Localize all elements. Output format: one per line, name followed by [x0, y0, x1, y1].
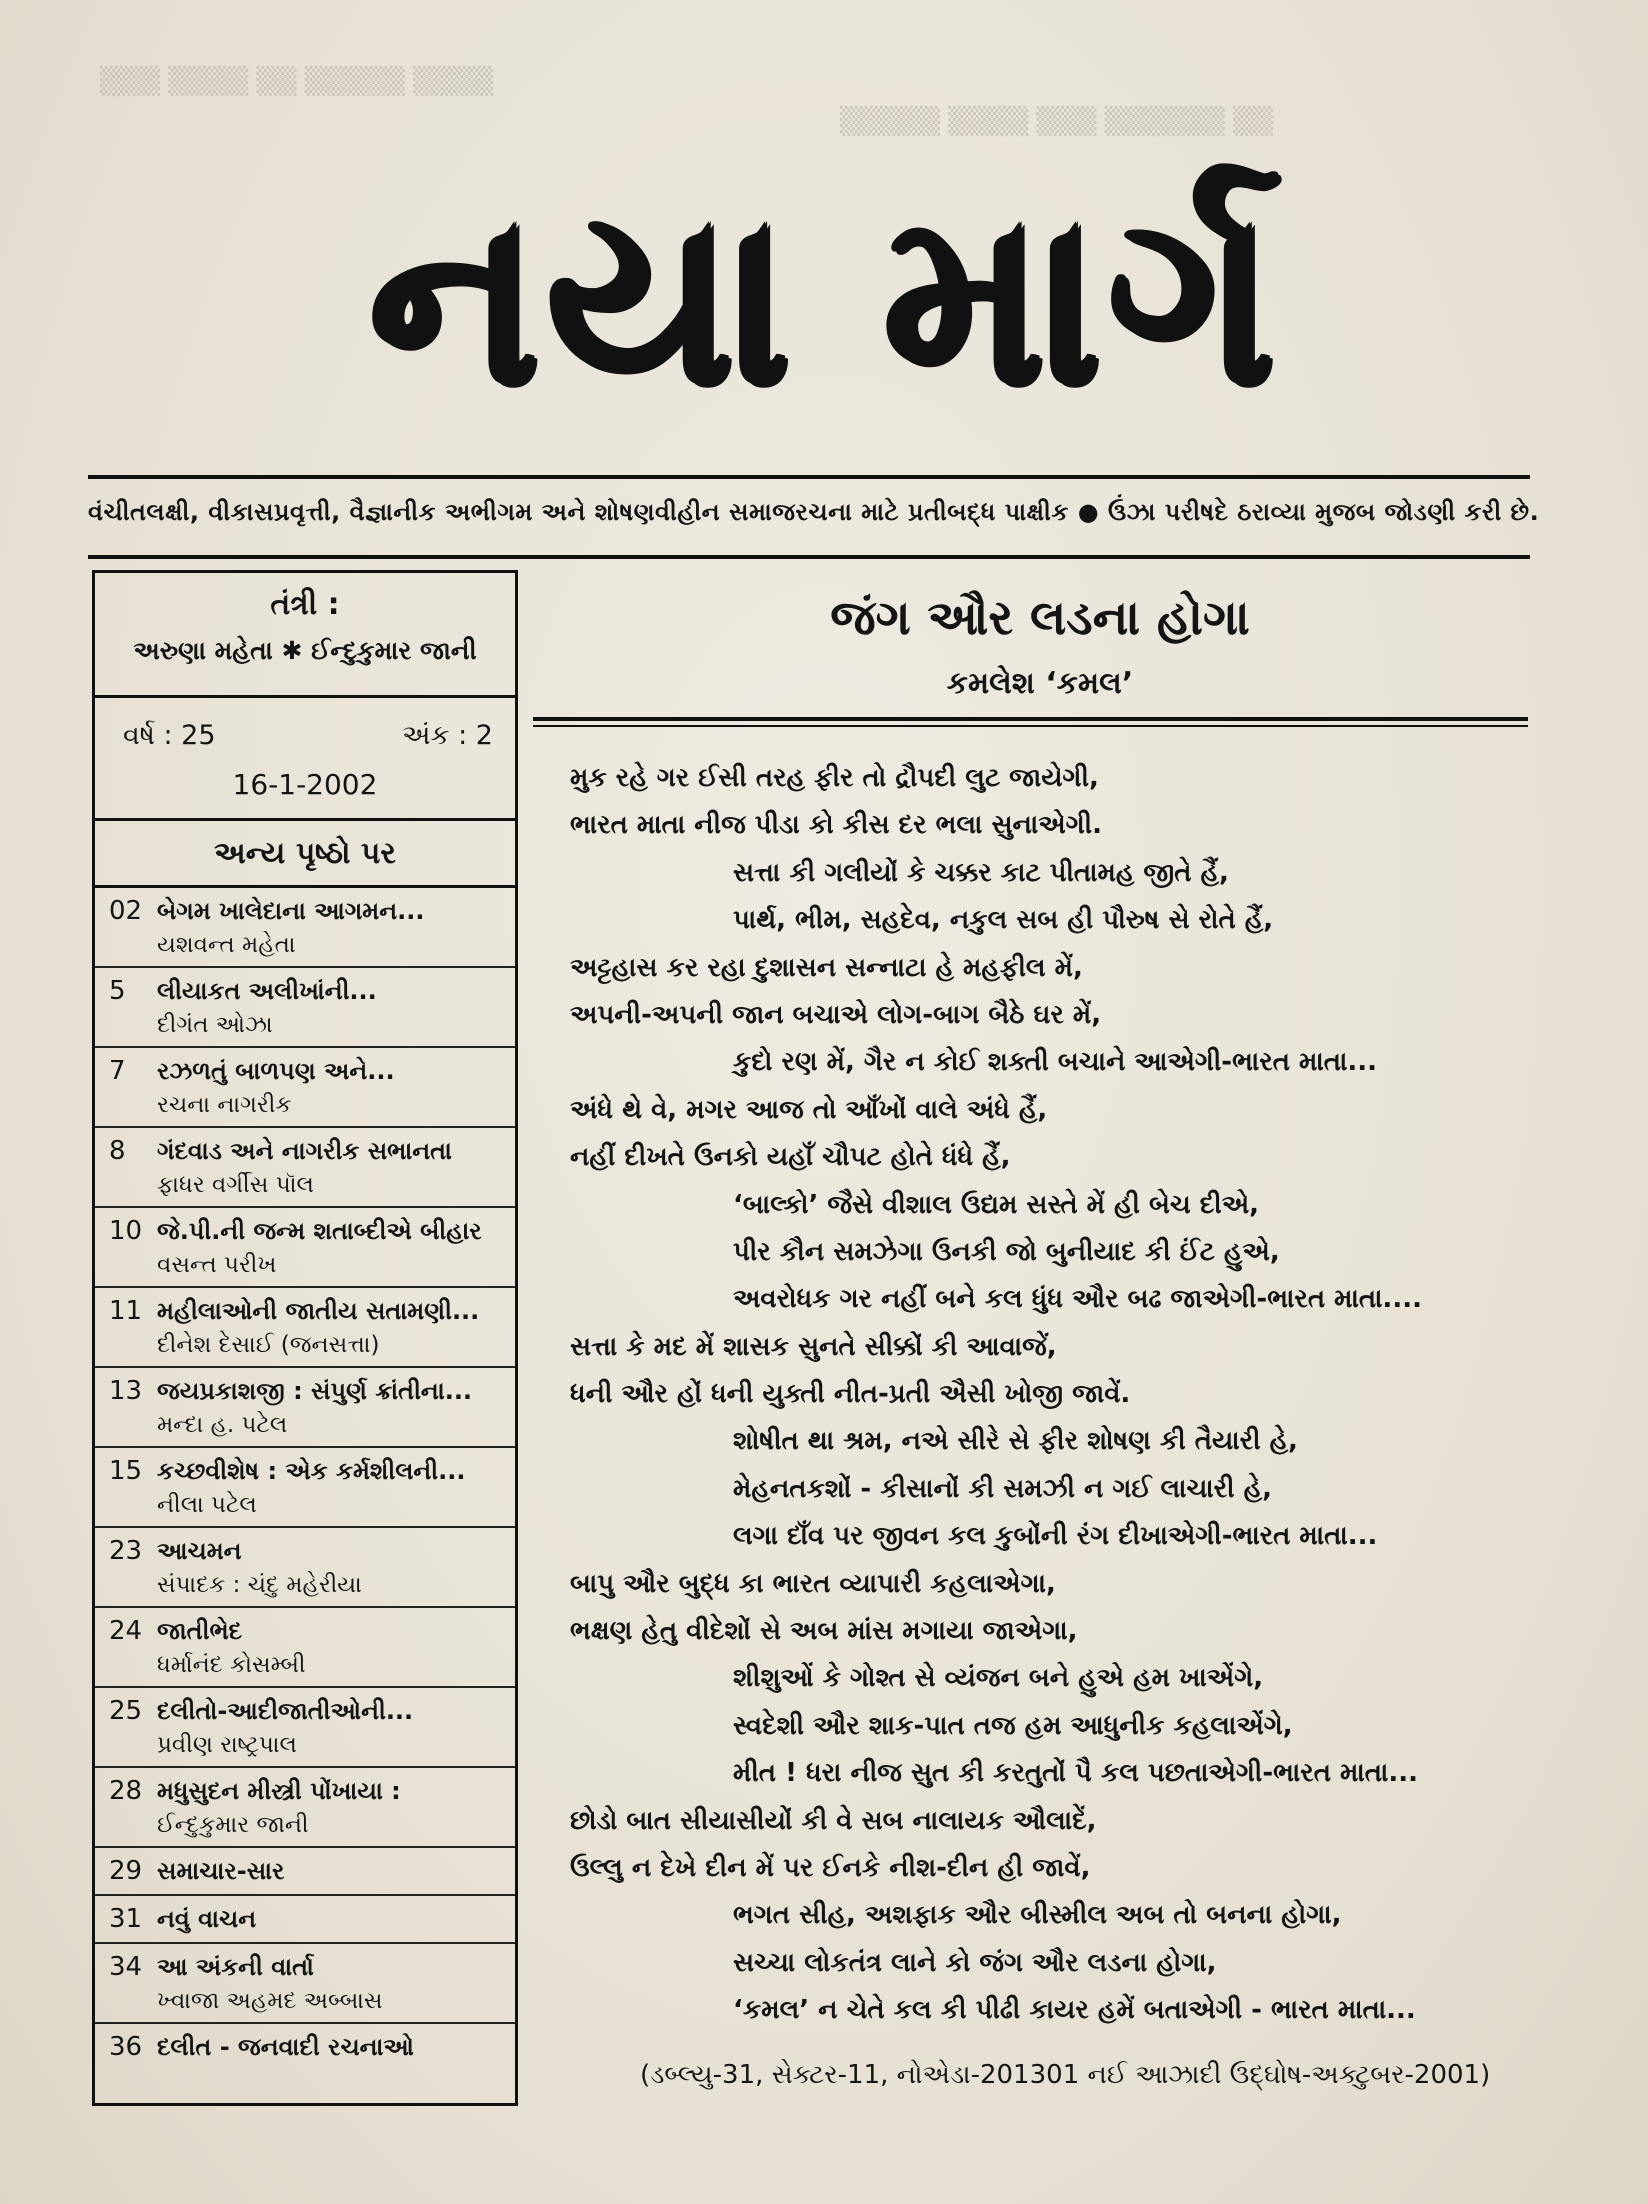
toc-page-number: 36 [109, 2032, 143, 2062]
toc-title: ગંદવાડ અને નાગરીક સભાનતા [157, 1137, 452, 1165]
toc-title: દલીતો-આદીજાતીઓની... [157, 1697, 414, 1725]
poem-line: શોષીત થા શ્રમ, નએ સીરે સે ફીર શોષણ કી તૈયારી હે, [733, 1426, 1298, 1457]
toc-title: બેગમ ખાલેદાના આગમન... [157, 897, 425, 925]
editor-block [95, 573, 515, 698]
toc-author: વસન્ત પરીખ [157, 1252, 277, 1278]
toc-item [95, 1944, 515, 2024]
poem-line: અટ્ટહાસ કર રહા દુશાસન સન્નાટા હે મહફીલ મેં, [570, 952, 1083, 983]
bleed-through-text: ▒▒▒ ▒▒▒▒ ▒▒ ▒▒▒▒▒ ▒▒▒▒ [100, 67, 493, 97]
poem-line: સત્તા કે મદ મેં શાસક સુનતે સીક્કોં કી આવાજેં, [570, 1331, 1057, 1362]
toc-author: ફાધર વર્ગીસ પૉલ [157, 1172, 314, 1198]
toc-author: નીલા પટેલ [157, 1492, 257, 1518]
toc-item [95, 1768, 515, 1848]
toc-author: સંપાદક : ચંદુ મહેરીયા [157, 1572, 362, 1598]
toc-title: લીયાકત અલીખાંની... [157, 977, 377, 1005]
masthead [250, 150, 1400, 450]
toc-item [95, 1528, 515, 1608]
poem-line: બાપુ ઔર બુદ્ધ કા ભારત વ્યાપારી કહલાએગા, [570, 1568, 1056, 1599]
toc-author: યશવન્ત મહેતા [157, 932, 296, 958]
toc-item [95, 1688, 515, 1768]
poem-line: મીત ! ધરા નીજ સુત કી કરતુતોં પૈ કલ પછતાએગી-ભારત માતા... [733, 1758, 1419, 1789]
toc-author: ધર્માનંદ કોસમ્બી [157, 1652, 306, 1678]
poem-author: કમલેશ ‘કમલ’ [946, 666, 1134, 701]
toc-title: રઝળતું બાળપણ અને... [157, 1057, 395, 1085]
poem-rule-1 [533, 717, 1528, 721]
poem-body [570, 755, 1495, 2035]
poem-line: પાર્થ, ભીમ, સહદેવ, નકુલ સબ હી પૌરુષ સે રોતે હૈં, [733, 905, 1274, 936]
toc-page-number: 13 [109, 1376, 143, 1406]
toc-page-number: 11 [109, 1296, 143, 1326]
toc-author: ઈન્દુકુમાર જાની [157, 1812, 309, 1838]
toc-page-number: 8 [109, 1136, 126, 1166]
poem-line: અંધે થે વે, મગર આજ તો આઁખોં વાલે અંધે હૈં, [570, 1094, 1048, 1125]
poem-line: શીશુઓં કે ગોશ્ત સે વ્યંજન બને હુએ હમ ખાએંગે, [733, 1663, 1264, 1694]
toc-title: સમાચાર-સાર [157, 1857, 285, 1885]
poem-line: અવરોધક ગર નહીં બને કલ ધુંધ ઔર બઢ જાએગી-ભારત માતા.... [733, 1284, 1422, 1315]
toc-page-number: 10 [109, 1216, 143, 1246]
sidebar-box [92, 570, 518, 2106]
toc-item [95, 1288, 515, 1368]
toc-page-number: 28 [109, 1776, 143, 1806]
masthead-title: નયા માર્ગ [368, 158, 1282, 439]
poem-line: ધની ઔર હોં ધની યુક્તી નીત-પ્રતી ઐસી ખોજી જાવેં. [570, 1379, 1131, 1410]
poem-line: અપની-અપની જાન બચાએ લોગ-બાગ બૈઠે ઘર મેં, [570, 999, 1102, 1030]
toc-author: દીનેશ દેસાઈ (જનસત્તા) [157, 1332, 380, 1358]
toc-author: મન્દા હ. પટેલ [157, 1412, 288, 1438]
toc-item [95, 1208, 515, 1288]
toc-title: જે.પી.ની જન્મ શતાબ્દીએ બીહાર [157, 1217, 482, 1245]
toc-title: આ અંકની વાર્તા [157, 1953, 314, 1981]
poem-line: સત્તા કી ગલીયોં કે ચક્કર કાટ પીતામહ જીતે હૈં, [733, 857, 1229, 888]
toc-item [95, 2024, 515, 2070]
toc-author: દીગંત ઓઝા [157, 1012, 273, 1038]
toc-title: જાતીભેદ [157, 1617, 243, 1645]
poem-line: ભારત માતા નીજ પીડા કો કીસ દર ભલા સુનાએગી. [570, 810, 1102, 841]
toc-item [95, 1048, 515, 1128]
poem-line: ઉલ્લુ ન દેખે દીન મેં પર ઈનકે નીશ-દીન હી જાવેં, [570, 1852, 1091, 1883]
poem-line: લગા દાઁવ પર જીવન કલ કુબોંની રંગ દીખાએગી-ભારત માતા... [733, 1521, 1378, 1552]
toc-item [95, 888, 515, 968]
poem-line: સચ્ચા લોકતંત્ર લાને કો જંગ ઔર લડના હોગા, [733, 1947, 1217, 1978]
volume-year: વર્ષ : 25 [123, 720, 216, 751]
toc-item [95, 1128, 515, 1208]
poem-line: છોડો બાત સીયાસીયોં કી વે સબ નાલાયક ઔલાદેં, [570, 1805, 1097, 1836]
editor-names: અરુણા મહેતા ✱ ઈન્દુકુમાર જાની [133, 636, 477, 665]
poem-line: નહીં દીખતે ઉનકો યહાઁ ચૌપટ હોતે ધંધે હૈં, [570, 1142, 1011, 1173]
poem-line: ‘કમલ’ ન ચેતે કલ કી પીઢી કાયર હમેં બતાએગી - ભારત માતા... [733, 1995, 1416, 2026]
toc-page-number: 29 [109, 1856, 143, 1886]
poem-line: મેહનતકશોં - કીસાનોં કી સમઝી ન ગઈ લાચારી હે, [733, 1473, 1272, 1504]
toc-author: રચના નાગરીક [157, 1092, 292, 1118]
toc-title: જયપ્રકાશજી : સંપુર્ણ ક્રાંતીના... [157, 1377, 473, 1405]
toc-page-number: 7 [109, 1056, 126, 1086]
toc-page-number: 23 [109, 1536, 143, 1566]
table-of-contents [95, 888, 515, 2070]
poem-line: ભગત સીહ, અશફાક ઔર બીસ્મીલ અબ તો બનના હોગા, [733, 1900, 1342, 1931]
poem-line: મુક રહે ગર ઈસી તરહ ફીર તો દ્રૌપદી લુટ જાયેગી, [570, 763, 1099, 793]
poem-line: સ્વદેશી ઔર શાક-પાત તજ હમ આધુનીક કહલાએંગે, [733, 1710, 1293, 1741]
toc-title: કચ્છવીશેષ : એક કર્મશીલની... [157, 1457, 466, 1485]
editor-label: તંત્રી : [270, 587, 340, 622]
toc-item [95, 1368, 515, 1448]
toc-page-number: 24 [109, 1616, 143, 1646]
toc-author: પ્રવીણ રાષ્ટ્રપાલ [157, 1732, 297, 1758]
toc-page-number: 5 [109, 976, 126, 1006]
poem-title: જંગ ઔર લડના હોગા [830, 590, 1250, 646]
toc-page-number: 15 [109, 1456, 143, 1486]
toc-author: ખ્વાજા અહમદ અબ્બાસ [157, 1988, 383, 2014]
toc-item [95, 1848, 515, 1896]
issue-number: અંક : 2 [402, 720, 493, 751]
toc-heading: અન્ય પૃષ્ઠો પર [95, 821, 515, 888]
toc-title: નવું વાચન [157, 1905, 257, 1933]
masthead-rule-top [88, 475, 1530, 479]
issue-block [95, 698, 515, 821]
toc-page-number: 02 [109, 896, 143, 926]
poem-line: ‘બાલ્કો’ જૈસે વીશાલ ઉદ્યમ સસ્તે મેં હી બેચ દીએ, [733, 1189, 1260, 1220]
poem-line: ભક્ષણ હેતુ વીદેશોં સે અબ માંસ મગાયા જાએગા, [570, 1616, 1078, 1647]
toc-title: મહીલાઓની જાતીય સતામણી... [157, 1297, 480, 1325]
toc-item [95, 1448, 515, 1528]
poem-line: કુદો રણ મેં, ગૈર ન કોઈ શક્તી બચાને આએગી-ભારત માતા... [733, 1047, 1377, 1078]
issue-date: 16-1-2002 [232, 768, 378, 801]
tagline: વંચીતલક્ષી, વીકાસપ્રવૃત્તી, વૈજ્ઞાનીક અભીગમ અને શોષણવીહીન સમાજરચના માટે પ્રતીબદ્ધ પાક્ષીક ● ઉંઝા પરીષદે ઠરાવ્યા મુજબ જોડણી કરી છે. [88, 498, 1540, 526]
toc-title: આચમન [157, 1537, 242, 1565]
toc-title: દલીત - જનવાદી રચનાઓ [157, 2033, 414, 2061]
toc-item [95, 1896, 515, 1944]
toc-title: મધુસુદન મીસ્ત્રી પોંખાયા : [157, 1777, 401, 1805]
toc-item [95, 1608, 515, 1688]
toc-page-number: 31 [109, 1904, 143, 1934]
toc-item [95, 968, 515, 1048]
bleed-through-text: ▒▒▒▒▒ ▒▒▒▒ ▒▒▒ ▒▒▒▒▒▒ ▒▒ [840, 107, 1273, 137]
masthead-rule-bottom [88, 555, 1530, 559]
poem-line: પીર કૌન સમઝેગા ઉનકી જો બુનીયાદ કી ઈંટ હુએ, [733, 1236, 1280, 1267]
toc-page-number: 25 [109, 1696, 143, 1726]
poem-rule-2 [533, 725, 1528, 727]
poem-source: (ડબ્લ્યુ-31, સેક્ટર-11, નોએડા-201301 નઈ આઝાદી ઉદ્ઘોષ-અક્ટુબર-2001) [640, 2060, 1491, 2090]
toc-page-number: 34 [109, 1952, 143, 1982]
